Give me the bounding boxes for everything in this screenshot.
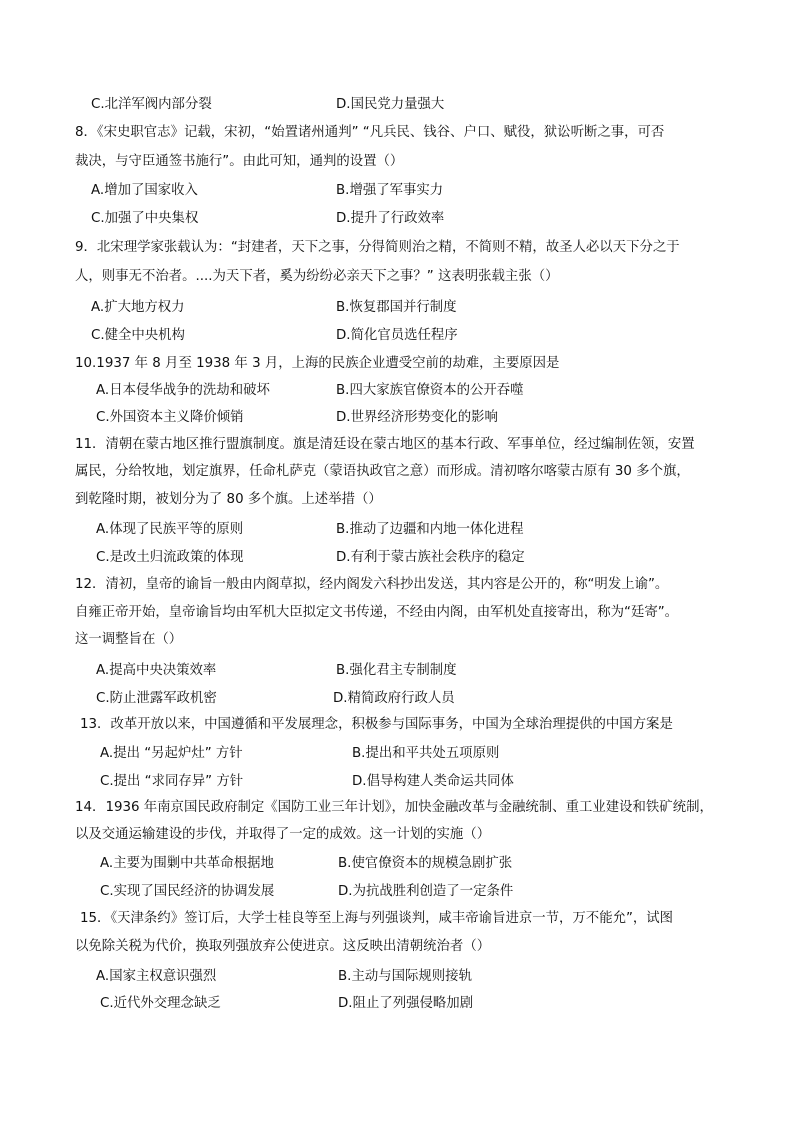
question-14-option-a: A.主要为围剿中共革命根据地 xyxy=(100,856,274,871)
question-15-option-b: B.主动与国际规则接轨 xyxy=(338,969,472,984)
question-10-option-a: A.日本侵华战争的洗劫和破坏 xyxy=(96,383,270,398)
question-12-stem-cont-2: 这一调整旨在（） xyxy=(75,632,183,647)
question-9-option-a: A.扩大地方权力 xyxy=(91,300,185,315)
question-15-option-c: C.近代外交理念缺乏 xyxy=(100,996,221,1011)
question-13-option-c: C.提出 “求同存异” 方针 xyxy=(100,774,244,789)
question-15-option-a: A.国家主权意识强烈 xyxy=(96,969,217,984)
question-13-option-a: A.提出 “另起炉灶” 方针 xyxy=(100,746,243,761)
question-14-option-c: C.实现了国民经济的协调发展 xyxy=(100,884,275,899)
question-12-option-d: D.精简政府行政人员 xyxy=(333,691,455,706)
question-14-stem-cont: 以及交通运输建设的步伐，并取得了一定的成效。这一计划的实施（） xyxy=(75,827,491,842)
question-13-option-b: B.提出和平共处五项原则 xyxy=(352,746,500,761)
question-8-option-b: B.增强了军事实力 xyxy=(336,183,444,198)
question-9-option-c: C.健全中央机构 xyxy=(91,328,185,343)
question-14-option-b: B.使官僚资本的规模急剧扩张 xyxy=(338,856,513,871)
question-14-option-d: D.为抗战胜利创造了一定条件 xyxy=(338,884,514,899)
question-9-stem-cont: 人，则事无不治者。....为天下者，奚为纷纷必亲天下之事？” 这表明张载主张（） xyxy=(75,269,559,284)
question-8-option-a: A.增加了国家收入 xyxy=(91,183,198,198)
question-11-option-a: A.体现了民族平等的原则 xyxy=(96,522,244,537)
question-10-option-b: B.四大家族官僚资本的公开吞噬 xyxy=(336,383,524,398)
question-8-option-c: C.加强了中央集权 xyxy=(91,211,199,226)
question-10-stem: 10.1937 年 8 月至 1938 年 3 月，上海的民族企业遭受空前的劫难，主要原因是 xyxy=(75,356,560,371)
question-11-stem-cont-1: 属民，分给牧地，划定旗界，任命札萨克（蒙语执政官之意）而形成。清初喀尔喀蒙古原有 30 多个旗， xyxy=(75,464,690,479)
question-12-stem-cont-1: 自雍正帝开始，皇帝谕旨均由军机大臣拟定文书传递，不经由内阁，由军机处直接寄出，称为“廷寄”。 xyxy=(75,605,679,620)
question-8-option-d: D.提升了行政效率 xyxy=(336,211,445,226)
question-12-stem: 12．清初，皇帝的谕旨一般由内阁草拟，经内阁发六科抄出发送，其内容是公开的，称“明发上谕”。 xyxy=(75,577,669,592)
question-9-option-b: B.恢复郡国并行制度 xyxy=(336,300,457,315)
question-13-stem: 13．改革开放以来，中国遵循和平发展理念，积极参与国际事务，中国为全球治理提供的中国方案是 xyxy=(80,717,673,732)
question-15-stem: 15．《天津条约》签订后，大学士桂良等至上海与列强谈判，咸丰帝谕旨进京一节，万不能允”，试图 xyxy=(80,911,674,926)
question-15-stem-cont: 以免除关税为代价，换取列强放弃公使进京。这反映出清朝统治者（） xyxy=(75,939,491,954)
question-11-option-c: C.是改土归流政策的体现 xyxy=(96,550,244,565)
question-11-stem-cont-2: 到乾隆时期，被划分为了 80 多个旗。上述举措（） xyxy=(75,492,382,507)
question-11-option-d: D.有利于蒙古族社会秩序的稳定 xyxy=(336,550,525,565)
question-15-option-d: D.阻止了列强侵略加剧 xyxy=(338,996,474,1011)
question-8-stem: 8．《宋史职官志》记载，宋初，“始置诸州通判” “凡兵民、钱谷、户口、赋役，狱讼听断之事，可否 xyxy=(75,125,665,140)
carryover-option-d: D.国民党力量强大 xyxy=(336,97,445,112)
carryover-option-c: C.北洋军阀内部分裂 xyxy=(91,97,212,112)
question-12-option-a: A.提高中央决策效率 xyxy=(96,663,217,678)
question-11-stem: 11．清朝在蒙古地区推行盟旗制度。旗是清廷设在蒙古地区的基本行政、军事单位，经过编制佐领，安置 xyxy=(75,437,695,452)
question-9-option-d: D.简化官员选任程序 xyxy=(336,328,458,343)
question-9-stem: 9．北宋理学家张载认为：“封建者，天下之事，分得简则治之精，不简则不精，故圣人必以天下分之于 xyxy=(75,240,680,255)
question-11-option-b: B.推动了边疆和内地一体化进程 xyxy=(336,522,524,537)
question-10-option-c: C.外国资本主义降价倾销 xyxy=(96,410,244,425)
question-12-option-c: C.防止泄露军政机密 xyxy=(96,691,217,706)
question-10-option-d: D.世界经济形势变化的影响 xyxy=(336,410,498,425)
question-12-option-b: B.强化君主专制制度 xyxy=(336,663,457,678)
question-8-stem-cont: 裁决，与守臣通签书施行”。由此可知，通判的设置（） xyxy=(75,154,404,169)
question-13-option-d: D.倡导构建人类命运共同体 xyxy=(352,774,514,789)
question-14-stem: 14．1936 年南京国民政府制定《国防工业三年计划》，加快金融改革与金融统制、重工业建设和铁矿统制， xyxy=(75,800,713,815)
